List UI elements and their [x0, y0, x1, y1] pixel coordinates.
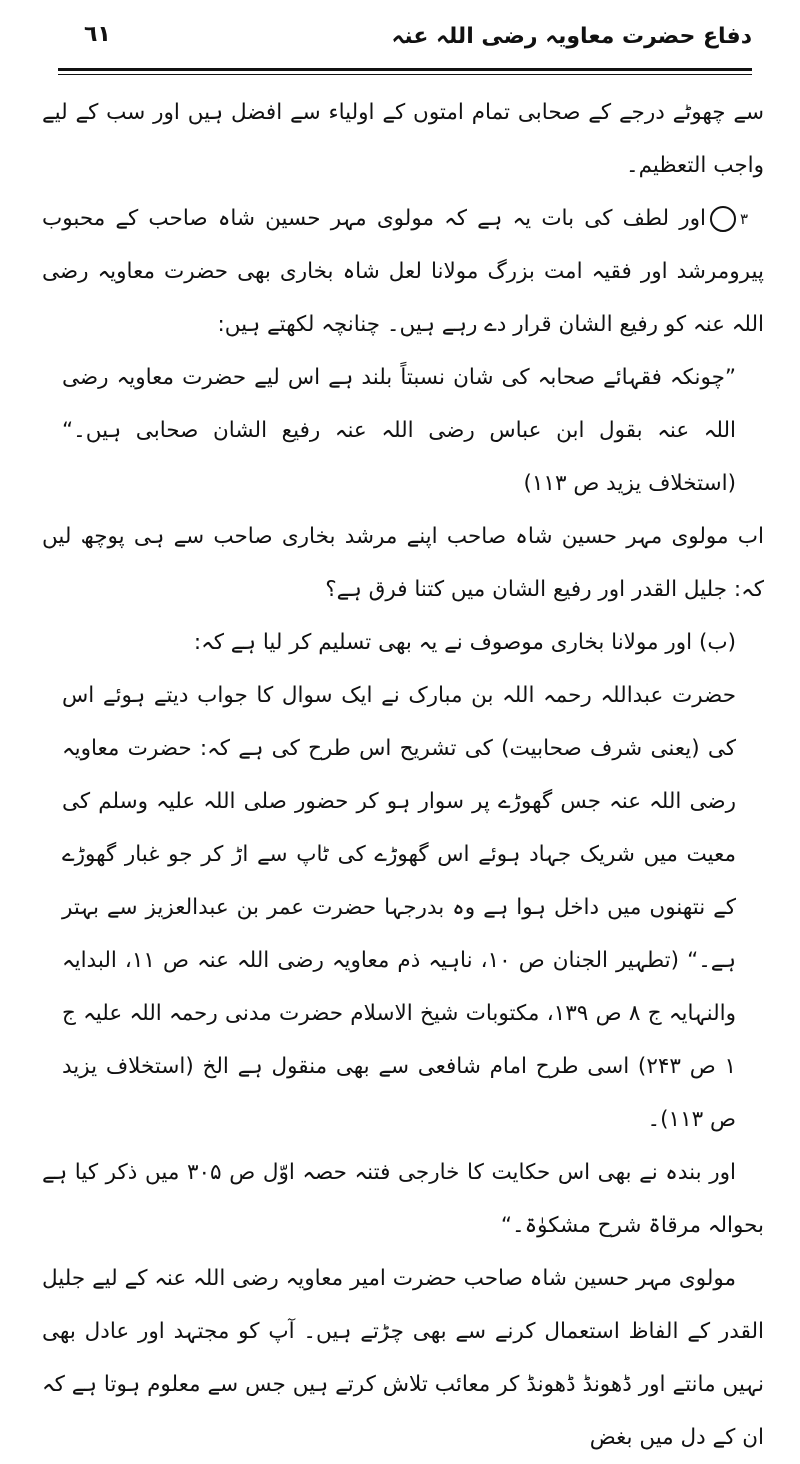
paragraph-4: (ب) اور مولانا بخاری موصوف نے یہ بھی تسلیم کر لیا ہے کہ:: [193, 630, 736, 655]
header-rule-thick: [58, 68, 752, 71]
paragraph-5: اور بندہ نے بھی اس حکایت کا خارجی فتنہ حصہ اوّل ص ۳۰۵ میں ذکر کیا ہے بحوالہ مرقاۃ شرح مشکوٰۃ۔“: [42, 1160, 764, 1238]
paragraph-3: اب مولوی مہر حسین شاہ صاحب اپنے مرشد بخاری صاحب سے ہی پوچھ لیں کہ: جلیل القدر اور رفیع الشان میں کتنا فرق ہے؟: [42, 524, 764, 602]
numbered-point-marker: ٣: [710, 206, 736, 232]
quotation-1: ”چونکہ فقہائے صحابہ کی شان نسبتاً بلند ہے اس لیے حضرت معاویہ رضی اللہ عنہ بقول ابن عباس رضی اللہ عنہ رفیع الشان صحابی ہیں۔“ (استخلاف یزید ص ۱۱۳): [62, 365, 736, 496]
paragraph-6: مولوی مہر حسین شاہ صاحب حضرت امیر معاویہ رضی اللہ عنہ کے لیے جلیل القدر کے الفاظ استعمال کرنے سے بھی چڑتے ہیں۔ آپ کو مجتہد اور عادل بھی نہیں مانتے اور ڈھونڈ ڈھونڈ کر معائب تلاش کرتے ہیں جس سے معلوم ہوتا ہے کہ ان کے دل میں بغض: [42, 1266, 764, 1450]
paragraph-1: سے چھوٹے درجے کے صحابی تمام امتوں کے اولیاء سے افضل ہیں اور سب کے لیے واجب التعظیم۔: [42, 100, 764, 178]
paragraph-2-text: اور لطف کی بات یہ ہے کہ مولوی مہر حسین شاہ صاحب کے محبوب پیرومرشد اور فقیہ امت بزرگ مولانا لعل شاہ بخاری بھی حضرت معاویہ رضی اللہ عنہ کو رفیع الشان قرار دے رہے ہیں۔ چنانچہ لکھتے ہیں:: [42, 206, 764, 337]
quotation-2: حضرت عبداللہ رحمہ اللہ بن مبارک نے ایک سوال کا جواب دیتے ہوئے اس کی (یعنی شرف صحابیت) کی تشریح اس طرح کی ہے کہ: حضرت معاویہ رضی اللہ عنہ جس گھوڑے پر سوار ہو کر حضور صلی اللہ علیہ وسلم کی معیت میں شریک جہاد ہوئے اس گھوڑے کی ٹاپ سے اڑ کر جو غبار گھوڑے کے نتھنوں میں داخل ہوا ہے وہ بدرجہا حضرت عمر بن عبدالعزیز سے بہتر ہے۔“ (تطہیر الجنان ص ۱۰، ناہیہ ذم معاویہ رضی اللہ عنہ ص ۱۱، البدایہ والنہایہ ج ۸ ص ۱۳۹، مکتوبات شیخ الاسلام حضرت مدنی رحمہ اللہ علیہ ج ۱ ص ۲۴۳) اسی طرح امام شافعی سے بھی منقول ہے الخ (استخلاف یزید ص ۱۱۳)۔: [62, 683, 737, 1132]
header-rule-thin: [58, 74, 752, 75]
page-body: [42, 86, 764, 1450]
running-title: دفاع حضرت معاویہ رضی اللہ عنہ: [391, 24, 752, 49]
paragraph-2: [42, 192, 764, 351]
page-number: ٦١: [84, 22, 111, 47]
page-header: [58, 14, 752, 62]
